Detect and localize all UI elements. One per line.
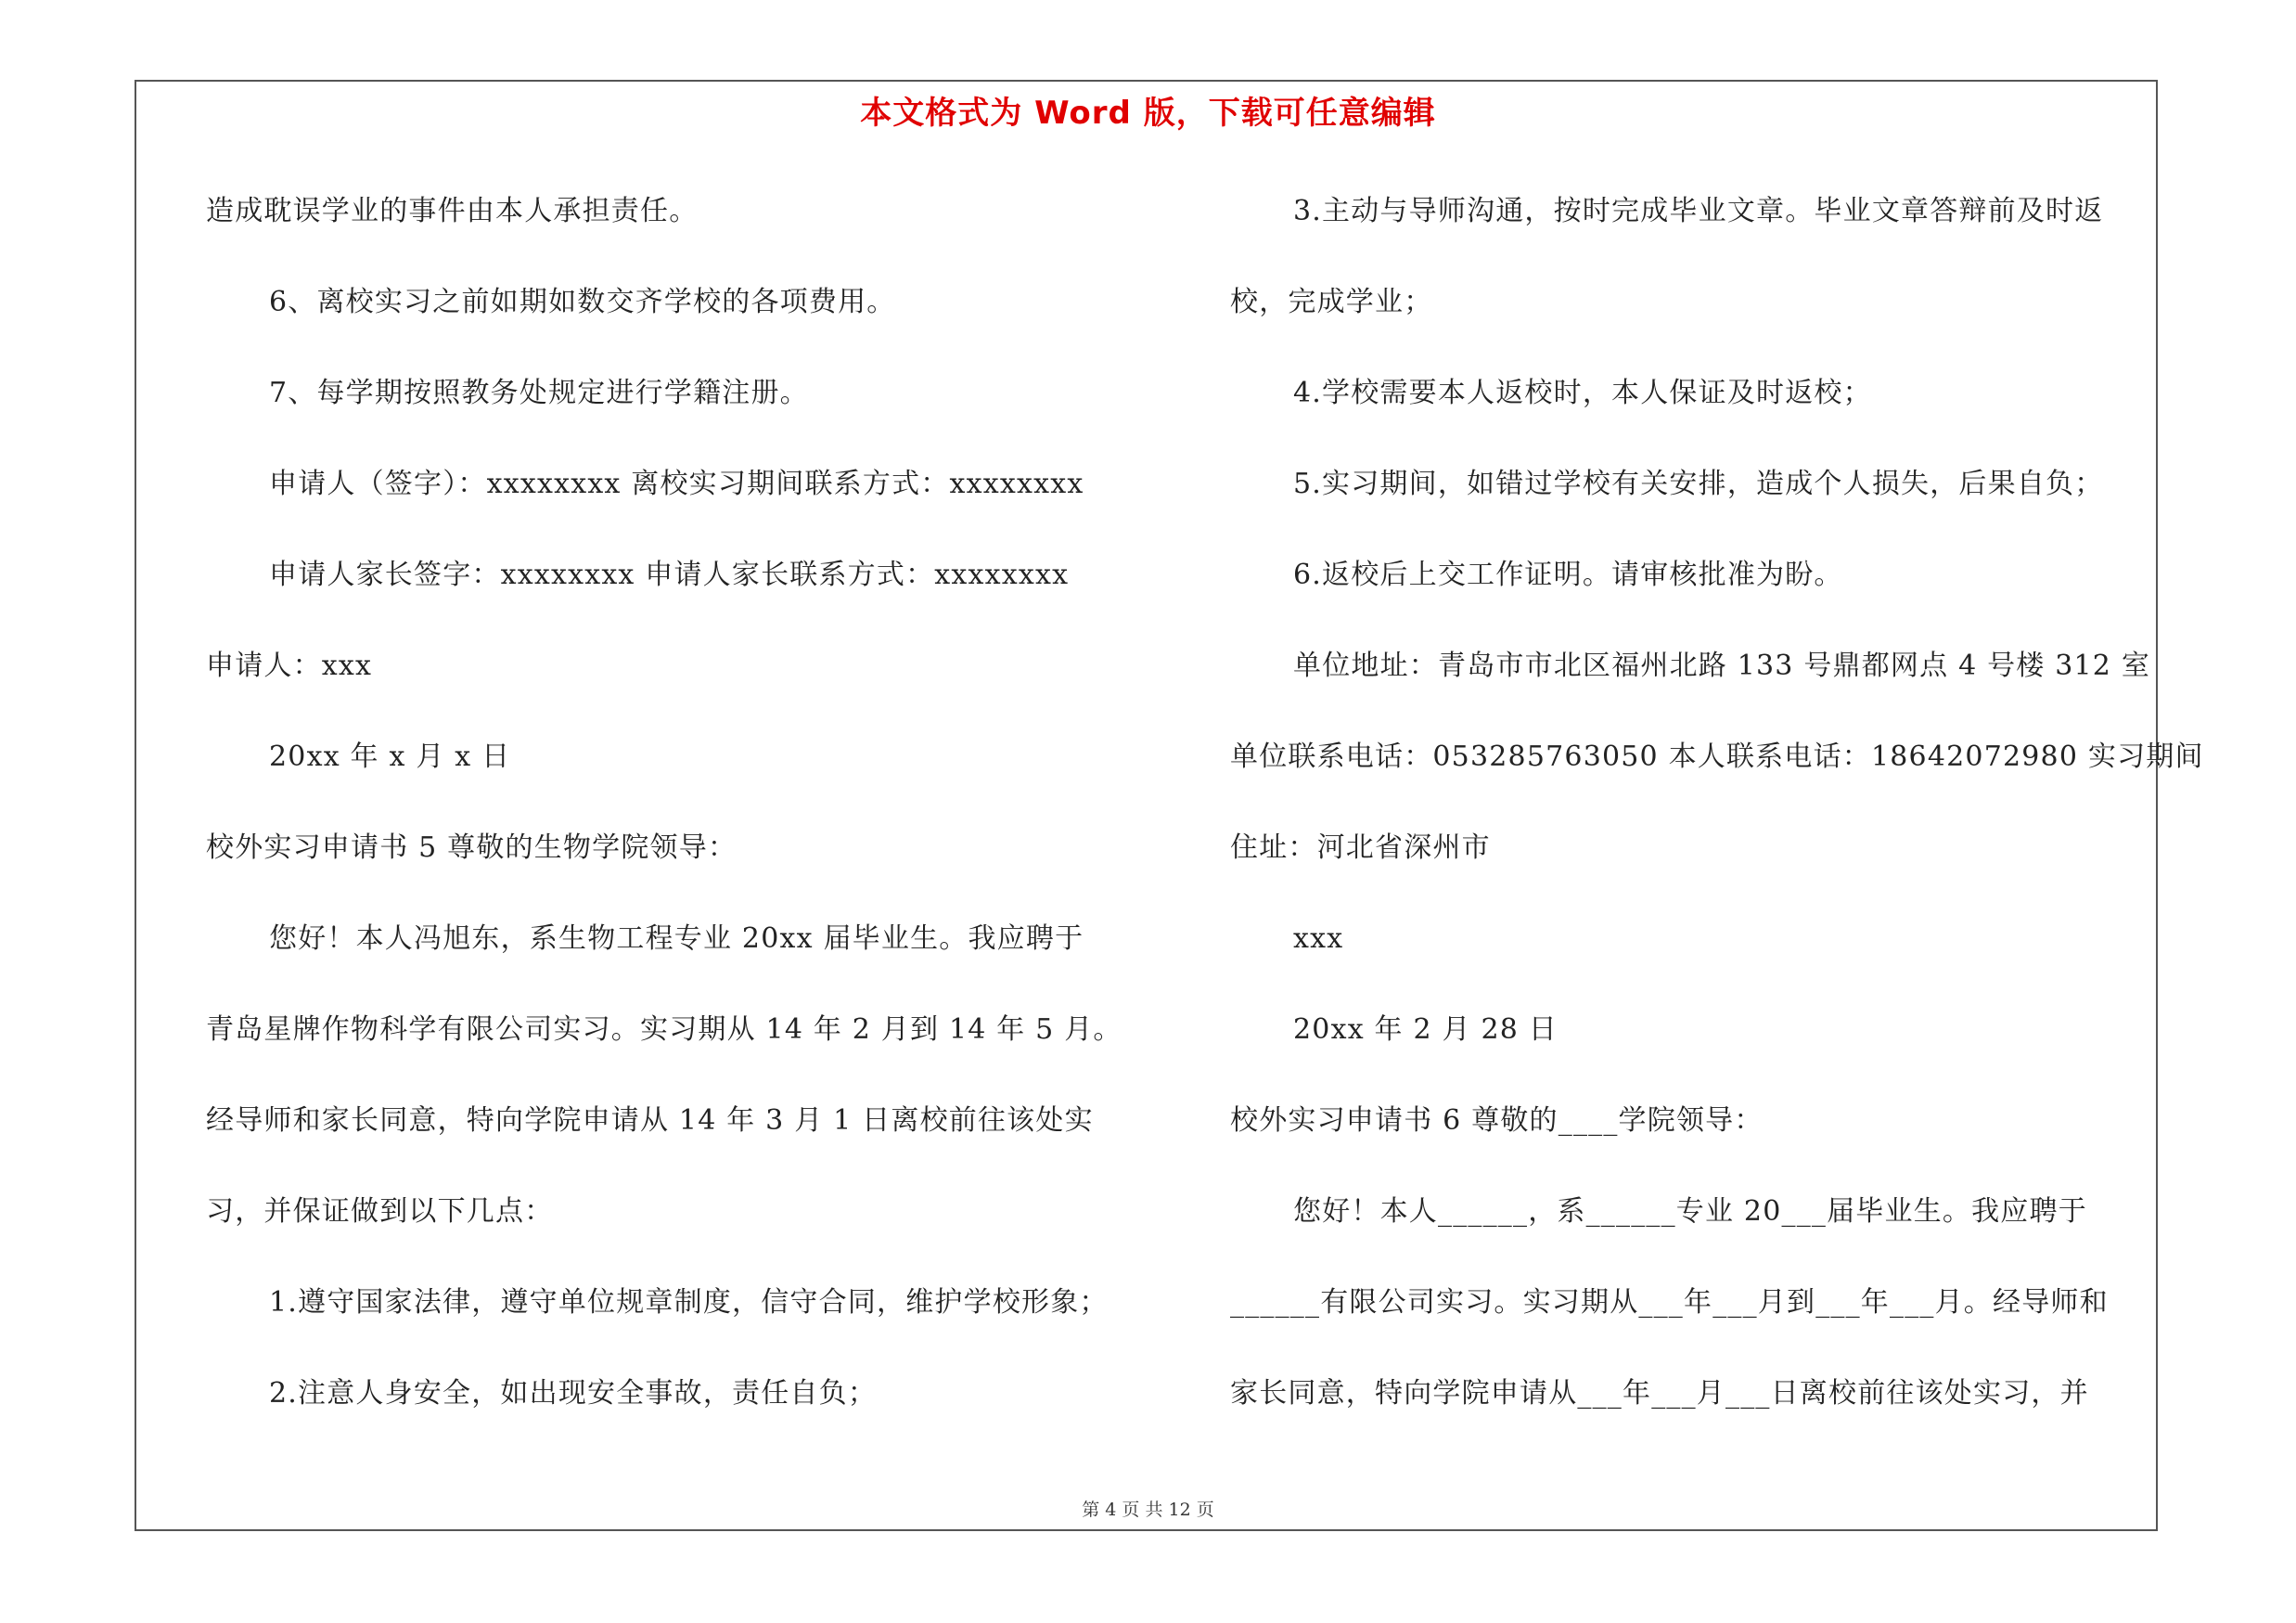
text-line: 习，并保证做到以下几点：: [206, 1195, 554, 1228]
text-line: 申请人家长签字：xxxxxxxx 申请人家长联系方式：xxxxxxxx: [269, 559, 1070, 591]
text-line: ______有限公司实习。实习期从___年___月到___年___月。经导师和: [1230, 1286, 2109, 1319]
text-line: xxx: [1293, 922, 1344, 955]
page-number: 第 4 页 共 12 页: [1082, 1500, 1214, 1520]
text-line: 校，完成学业；: [1230, 286, 1433, 318]
text-line: 青岛星牌作物科学有限公司实习。实习期从 14 年 2 月到 14 年 5 月。: [206, 1013, 1122, 1046]
text-line: 6、离校实习之前如期如数交齐学校的各项费用。: [269, 286, 896, 318]
text-line: 4.学校需要本人返校时，本人保证及时返校；: [1293, 377, 1872, 409]
text-line: 20xx 年 2 月 28 日: [1293, 1013, 1558, 1046]
text-line: 单位联系电话：053285763050 本人联系电话：18642072980 实习期间: [1230, 741, 2204, 773]
text-line: 住址：河北省深州市: [1230, 831, 1491, 864]
left-column: [206, 182, 1171, 1455]
text-line: 3.主动与导师沟通，按时完成毕业文章。毕业文章答辩前及时返: [1293, 195, 2104, 227]
text-line: 校外实习申请书 6 尊敬的____学院领导：: [1230, 1104, 1764, 1137]
text-line: 申请人：xxx: [206, 650, 373, 682]
text-line: 造成耽误学业的事件由本人承担责任。: [206, 195, 699, 227]
right-column: [1230, 182, 2204, 1455]
format-banner: 本文格式为 Word 版，下载可任意编辑: [860, 95, 1436, 132]
text-line: 5.实习期间，如错过学校有关安排，造成个人损失，后果自负；: [1293, 468, 2104, 500]
text-line: 申请人（签字）：xxxxxxxx 离校实习期间联系方式：xxxxxxxx: [269, 468, 1084, 500]
text-line: 经导师和家长同意，特向学院申请从 14 年 3 月 1 日离校前往该处实: [206, 1104, 1094, 1137]
text-line: 20xx 年 x 月 x 日: [269, 741, 511, 773]
text-line: 2.注意人身安全，如出现安全事故，责任自负；: [269, 1377, 878, 1410]
text-line: 6.返校后上交工作证明。请审核批准为盼。: [1293, 559, 1843, 591]
text-line: 单位地址：青岛市市北区福州北路 133 号鼎都网点 4 号楼 312 室: [1293, 650, 2151, 682]
text-line: 您好！本人冯旭东，系生物工程专业 20xx 届毕业生。我应聘于: [269, 922, 1084, 955]
text-line: 7、每学期按照教务处规定进行学籍注册。: [269, 377, 809, 409]
text-line: 校外实习申请书 5 尊敬的生物学院领导：: [206, 831, 738, 864]
text-line: 1.遵守国家法律，遵守单位规章制度，信守合同，维护学校形象；: [269, 1286, 1109, 1319]
text-line: 家长同意，特向学院申请从___年___月___日离校前往该处实习，并: [1230, 1377, 2089, 1410]
text-line: 您好！本人______，系______专业 20___届毕业生。我应聘于: [1293, 1195, 2087, 1228]
